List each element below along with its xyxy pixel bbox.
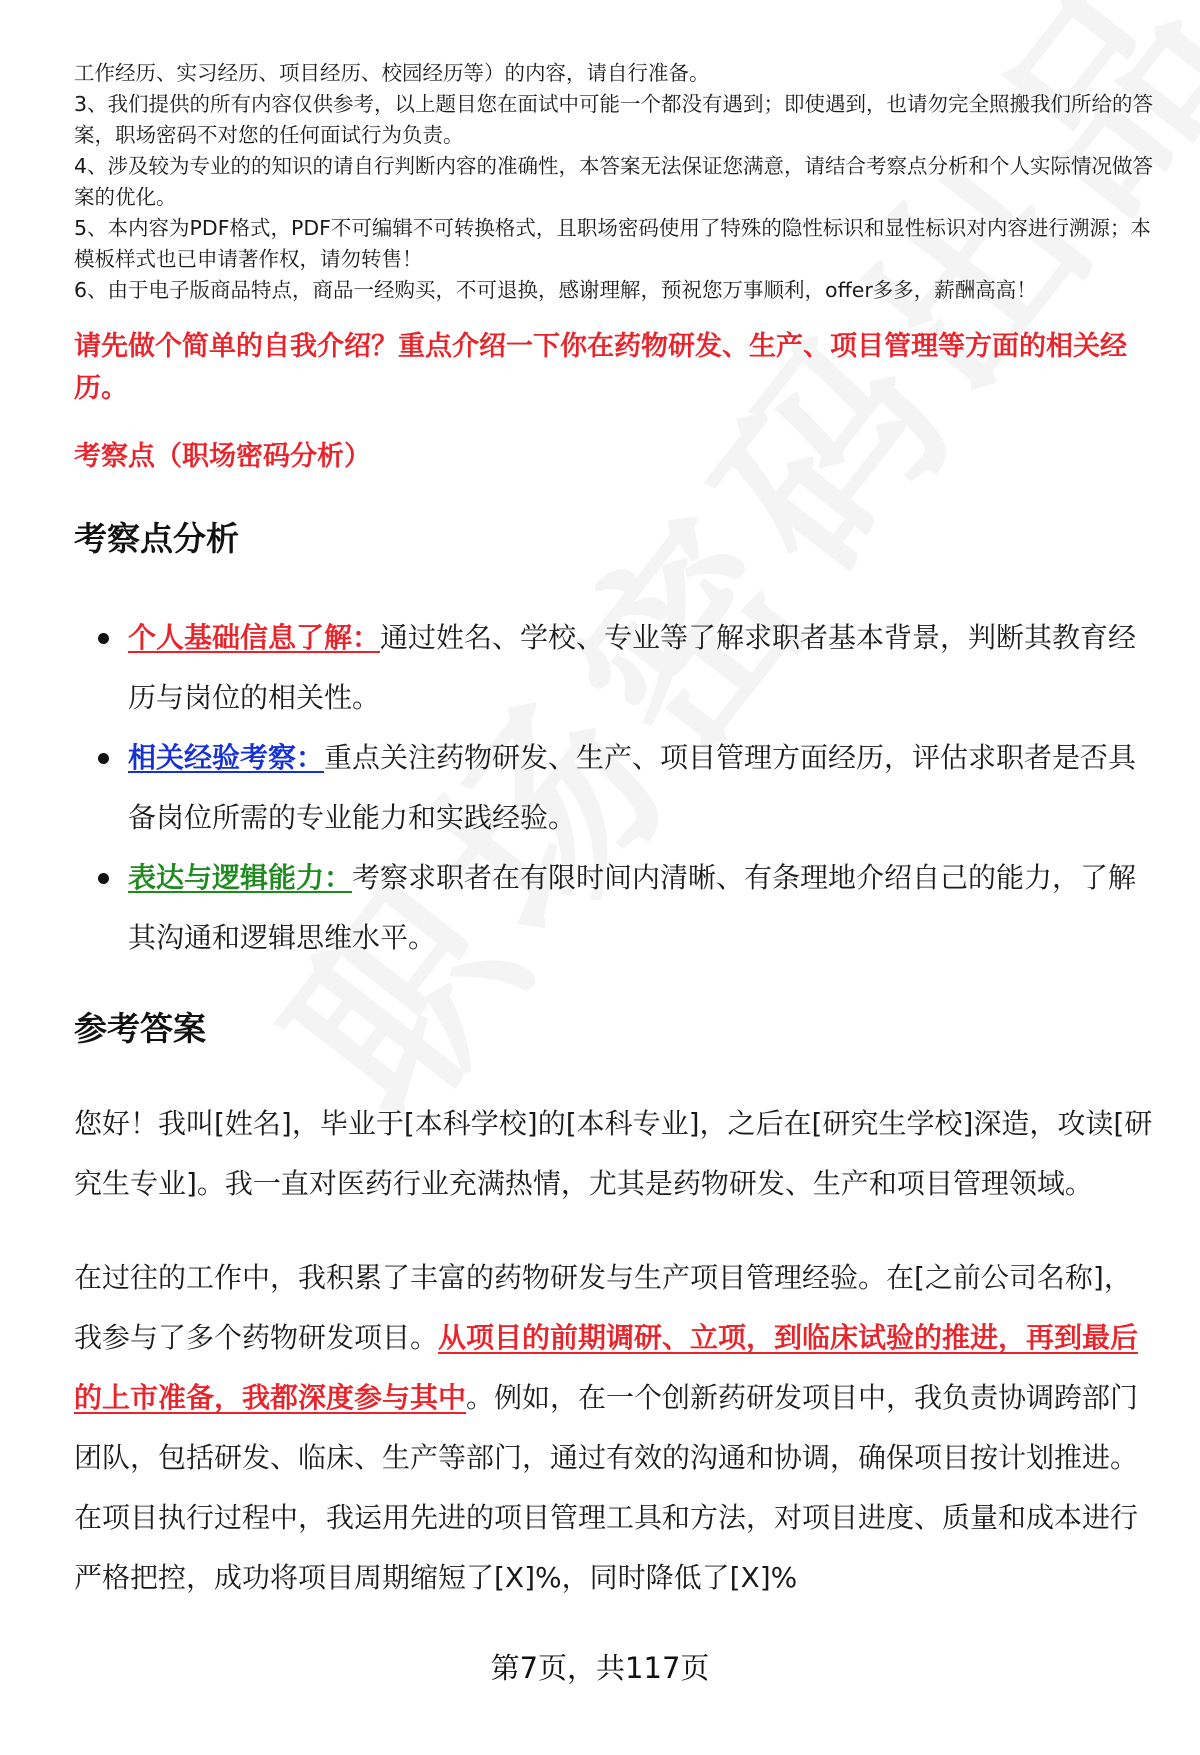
- answer-paragraph: [74, 1248, 1154, 1608]
- answer-text: 。例如，在一个创新药研发项目中，我负责协调跨部门团队，包括研发、临床、生产等部门，通过有效的沟通和协调，确保项目按计划推进。在项目执行过程中，我运用先进的项目管理工具和方法，对项目进度、质量和成本进行严格把控，成功将项目周期缩短了[X]%，同时降低了[X]%: [74, 1381, 1139, 1594]
- note-line: 3、我们提供的所有内容仅供参考，以上题目您在面试中可能一个都没有遇到；即使遇到，也请勿完全照搬我们所给的答案，职场密码不对您的任何面试行为负责。: [74, 92, 1154, 147]
- note-line: 6、由于电子版商品特点，商品一经购买，不可退换，感谢理解，预祝您万事顺利，offer多多，薪酬高高！: [74, 278, 1037, 302]
- answer-text: 在过往的工作中，我积累了丰富的药物研发与生产项目管理经验。在[之前公司名称]，我参与了多个药物研发项目。: [74, 1261, 1132, 1354]
- analysis-point: [74, 848, 1154, 968]
- analysis-point: [74, 728, 1154, 848]
- page-content: [74, 58, 1154, 1608]
- answer-heading: 参考答案: [74, 1009, 206, 1048]
- point-text: 通过姓名、学校、专业等了解求职者基本背景，判断其教育经历与岗位的相关性。: [128, 621, 1137, 714]
- analysis-label: 考察点（职场密码分析）: [74, 441, 371, 472]
- note-line: 5、本内容为PDF格式，PDF不可编辑不可转换格式，且职场密码使用了特殊的隐性标识和显性标识对内容进行溯源；本模板样式也已申请著作权，请勿转售！: [74, 216, 1151, 271]
- point-text: 考察求职者在有限时间内清晰、有条理地介绍自己的能力，了解其沟通和逻辑思维水平。: [128, 861, 1137, 954]
- answer-paragraph: 您好！我叫[姓名]，毕业于[本科学校]的[本科专业]，之后在[研究生学校]深造，攻读[研究生专业]。我一直对医药行业充满热情，尤其是药物研发、生产和项目管理领域。: [74, 1107, 1153, 1200]
- analysis-points: [74, 608, 1154, 968]
- note-line: 工作经历、实习经历、项目经历、校园经历等）的内容，请自行准备。: [74, 61, 710, 85]
- point-label: 表达与逻辑能力：: [128, 861, 353, 894]
- answer-highlight: 从项目的前期调研、立项，到临床试验的推进，再到最后的上市准备，我都深度参与其中: [74, 1321, 1139, 1414]
- analysis-point: [74, 608, 1154, 728]
- note-line: 4、涉及较为专业的的知识的请自行判断内容的准确性，本答案无法保证您满意，请结合考察点分析和个人实际情况做答案的优化。: [74, 154, 1154, 209]
- point-label: 个人基础信息了解：: [128, 621, 381, 654]
- point-text: 重点关注药物研发、生产、项目管理方面经历，评估求职者是否具备岗位所需的专业能力和实践经验。: [128, 741, 1137, 834]
- page-footer: 第7页，共117页: [490, 1651, 710, 1685]
- analysis-heading: 考察点分析: [74, 519, 239, 558]
- notes-block: [74, 58, 1154, 306]
- point-label: 相关经验考察：: [128, 741, 325, 774]
- question-title: 请先做个简单的自我介绍？重点介绍一下你在药物研发、生产、项目管理等方面的相关经历。: [74, 331, 1127, 404]
